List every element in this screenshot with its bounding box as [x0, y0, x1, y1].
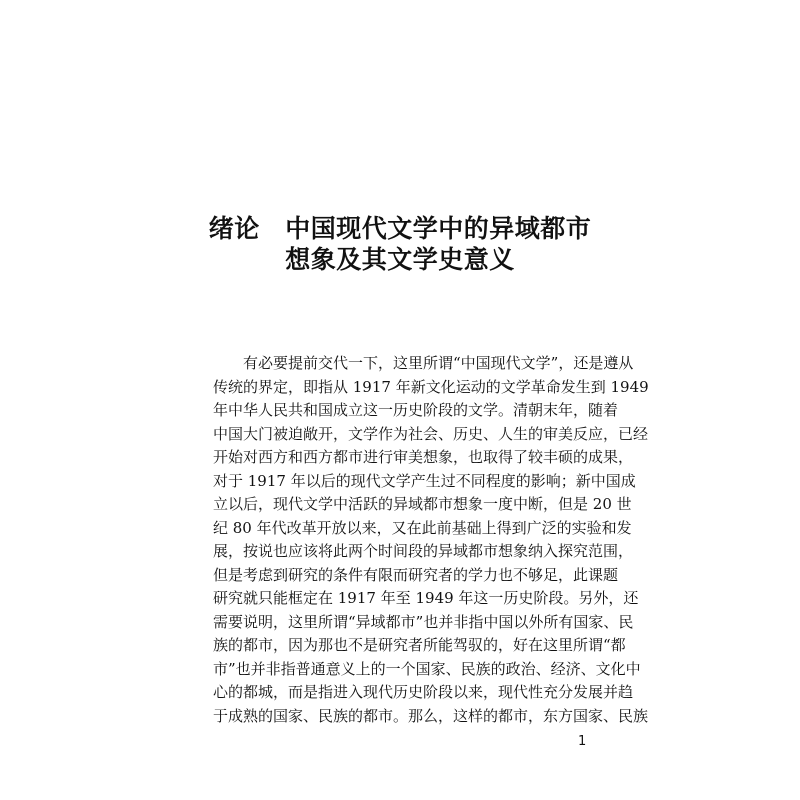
text-line: 传统的界定，即指从 1917 年新文化运动的文学革命发生到 1949 [213, 377, 649, 396]
text-line: 纪 80 年代改革开放以来，又在此前基础上得到广泛的实验和发 [213, 518, 632, 537]
text-line: 研究就只能框定在 1917 年至 1949 年这一历史阶段。另外，还 [213, 589, 639, 607]
text-line: 心的都城，而是指进入现代历史阶段以来，现代性充分发展并趋 [213, 683, 634, 701]
text-line: 中国大门被迫敞开，文学作为社会、历史、人生的审美反应，已经 [213, 424, 649, 443]
text-line: 立以后，现代文学中活跃的异域都市想象一度中断，但是 20 世 [213, 495, 632, 513]
chapter-title-line-1: 绪论 中国现代文学中的异域都市 [208, 214, 592, 243]
text-line: 族的都市，因为那也不是研究者所能驾驭的，好在这里所谓“都 [213, 636, 626, 654]
chapter-title-line-2: 想象及其文学史意义 [285, 245, 515, 274]
page-number: 1 [578, 734, 587, 749]
text-line: 需要说明，这里所谓“异域都市”也并非指中国以外所有国家、民 [213, 612, 634, 631]
text-line: 有必要提前交代一下，这里所谓“中国现代文学”，还是遵从 [243, 354, 634, 372]
body-paragraph [213, 352, 649, 728]
text-line: 年中华人民共和国成立这一历史阶段的文学。清朝末年，随着 [213, 401, 619, 419]
text-line: 但是考虑到研究的条件有限而研究者的学力也不够足，此课题 [213, 565, 619, 584]
text-line: 展，按说也应该将此两个时间段的异域都市想象纳入探究范围， [213, 542, 634, 560]
text-line: 于成熟的国家、民族的都市。那么，这样的都市，东方国家、民族 [213, 706, 649, 725]
text-line: 开始对西方和西方都市进行审美想象，也取得了较丰硕的成果， [213, 448, 634, 466]
text-line: 对于 1917 年以后的现代文学产生过不同程度的影响；新中国成 [213, 471, 636, 490]
text-line: 市”也并非指普通意义上的一个国家、民族的政治、经济、文化中 [213, 659, 641, 678]
